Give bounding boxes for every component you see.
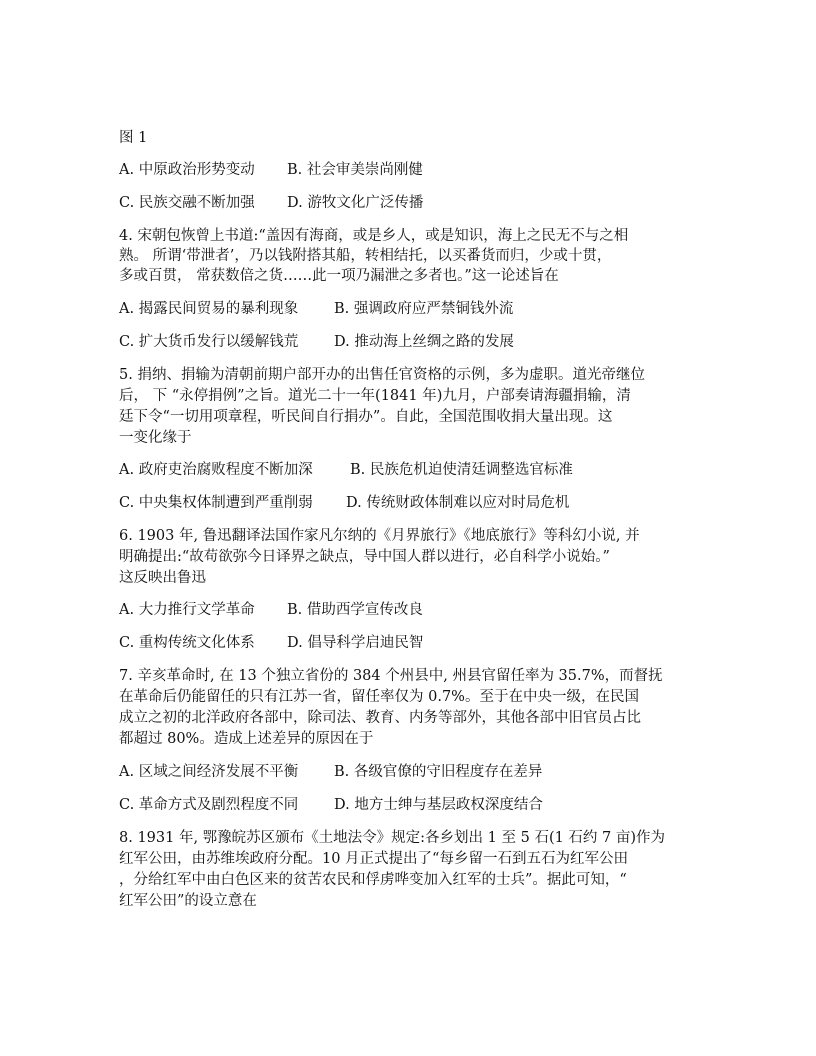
question-7-stem-line-4: 都超过 80%。造成上述差异的原因在于 (119, 731, 374, 747)
question-8-stem-line-4: 红军公田”的设立意在 (119, 893, 257, 909)
option-a: A. 大力推行文学革命 (119, 602, 255, 618)
question-8-stem-line-2: 红军公田，由苏维埃政府分配。10 月正式提出了“每乡留一石到五石为红军公田 (119, 851, 628, 867)
question-8-stem-line-3: ，分给红军中由白色区来的贫苦农民和俘虏哗变加入红军的士兵”。据此可知，“ (119, 872, 627, 888)
option-d: D. 推动海上丝绸之路的发展 (334, 334, 514, 350)
question-5-stem-line-1: 5. 捐纳、捐输为清朝前期户部开办的出售任官资格的示例，多为虚职。道光帝继位 (119, 367, 645, 383)
option-b: B. 强调政府应严禁铜钱外流 (334, 301, 514, 317)
question-4-stem-line-3: 多或百贯， 常获数倍之货……此一项乃漏泄之多者也。”这一论述旨在 (119, 268, 559, 284)
question-4-stem-line-2: 熟。 所谓‘带泄者’，乃以钱附搭其船，转相结托，以买番货而归，少或十贯， (119, 248, 612, 264)
option-d: D. 地方士绅与基层政权深度结合 (334, 797, 543, 813)
option-c: C. 扩大货币发行以缓解钱荒 (119, 334, 299, 350)
option-c: C. 革命方式及剧烈程度不同 (119, 797, 299, 813)
option-b: B. 社会审美崇尚刚健 (287, 162, 423, 178)
question-6-stem-line-3: 这反映出鲁迅 (119, 570, 206, 586)
option-a: A. 政府吏治腐败程度不断加深 (119, 462, 313, 478)
question-4-stem-line-1: 4. 宋朝包恢曾上书道:“盖因有海商，或是乡人，或是知识，海上之民无不与之相 (119, 228, 629, 244)
question-6-stem-line-1: 6. 1903 年, 鲁迅翻译法国作家凡尔纳的《月界旅行》《地底旅行》等科幻小说, 并 (119, 528, 640, 544)
option-c: C. 中央集权体制遭到严重削弱 (119, 495, 313, 511)
option-d: D. 游牧文化广泛传播 (287, 195, 424, 211)
question-5-stem-line-2: 后， 下 “永停捐例”之旨。道光二十一年(1841 年)九月，户部奏请海疆捐输，清 (119, 388, 631, 404)
option-c: C. 民族交融不断加强 (119, 195, 255, 211)
option-b: B. 民族危机迫使清廷调整选官标准 (350, 462, 573, 478)
question-5-stem-line-4: 一变化缘于 (119, 430, 192, 446)
option-b: B. 借助西学宣传改良 (287, 602, 423, 618)
option-a: A. 区域之间经济发展不平衡 (119, 764, 299, 780)
question-5-stem-line-3: 廷下令“一切用项章程，听民间自行捐办”。自此，全国范围收捐大量出现。这 (119, 409, 613, 425)
question-8-stem-line-1: 8. 1931 年, 鄂豫皖苏区颁布《土地法令》规定:各乡划出 1 至 5 石(1 石约 7 亩)作为 (119, 830, 666, 846)
question-7-stem-line-2: 在革命后仍能留任的只有江苏一省，留任率仅为 0.7%。至于在中央一级，在民国 (119, 689, 639, 705)
option-b: B. 各级官僚的守旧程度存在差异 (334, 764, 543, 780)
option-a: A. 中原政治形势变动 (119, 162, 255, 178)
figure-caption: 图 1 (119, 130, 148, 146)
option-d: D. 倡导科学启迪民智 (287, 635, 424, 651)
option-d: D. 传统财政体制难以应对时局危机 (346, 495, 570, 511)
question-7-stem-line-1: 7. 辛亥革命时, 在 13 个独立省份的 384 个州县中, 州县官留任率为 35.7%，而督抚 (119, 668, 663, 684)
question-6-stem-line-2: 明确提出:“故苟欲弥今日译界之缺点，导中国人群以进行，必自科学小说始。” (119, 549, 610, 565)
question-7-stem-line-3: 成立之初的北洋政府各部中，除司法、教育、内务等部外，其他各部中旧官员占比 (119, 710, 641, 726)
option-a: A. 揭露民间贸易的暴利现象 (119, 301, 299, 317)
option-c: C. 重构传统文化体系 (119, 635, 255, 651)
